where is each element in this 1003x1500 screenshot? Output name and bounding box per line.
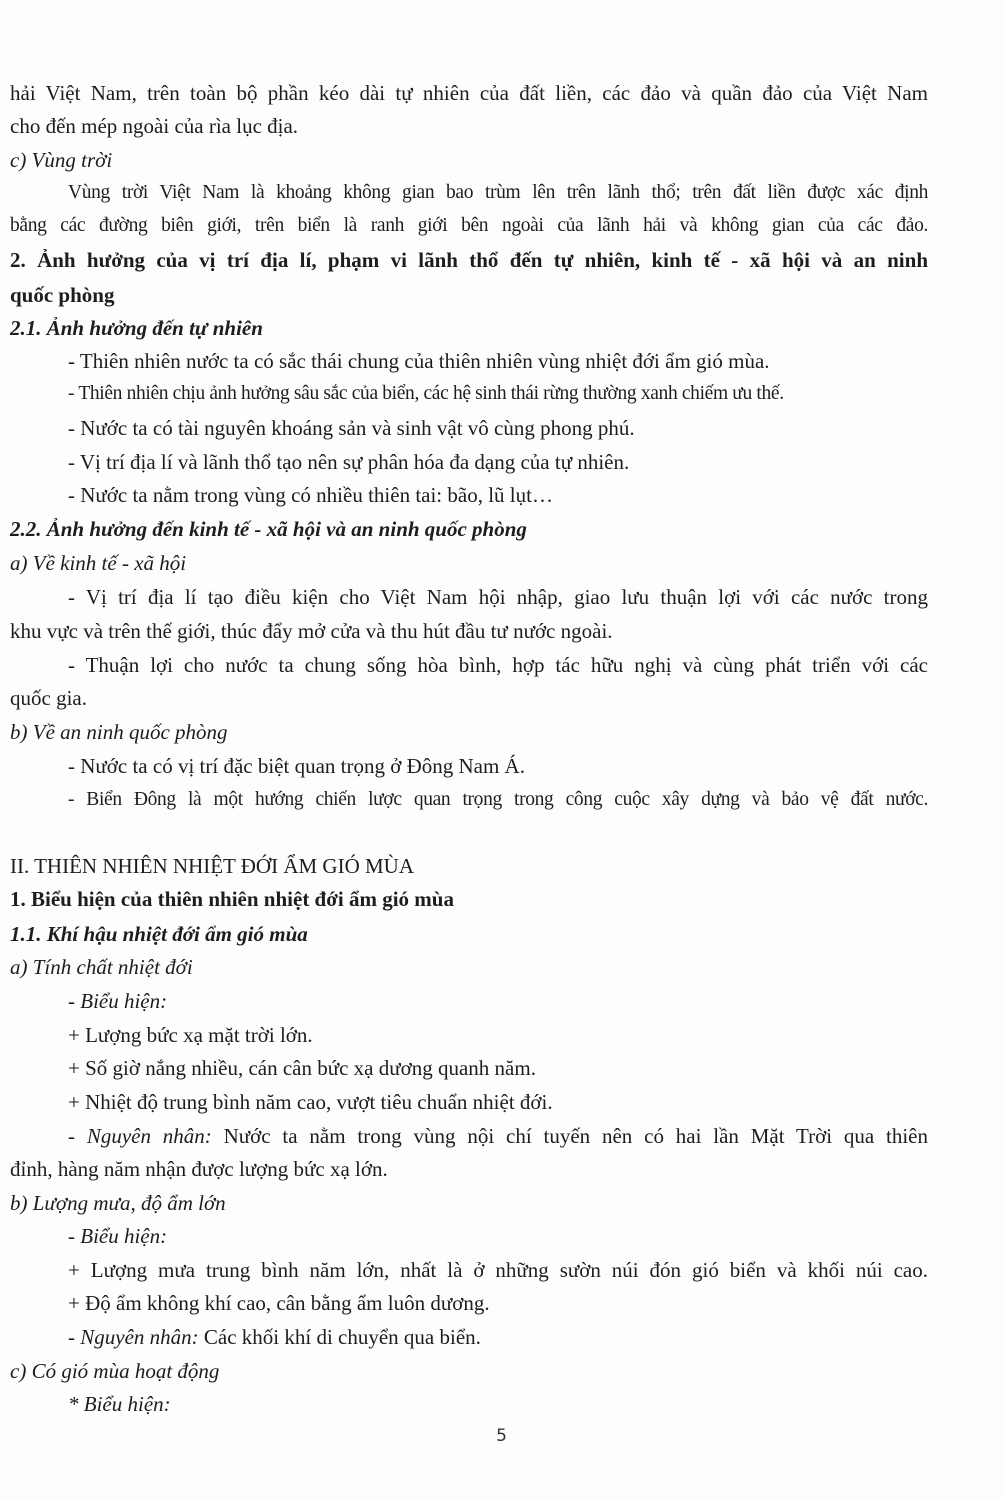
cause-label: - Nguyên nhân: [68, 1325, 199, 1349]
list-label: - Biểu hiện: [68, 1224, 168, 1248]
list-item: - Thuận lợi cho nước ta chung sống hòa bình, hợp tác hữu nghị và cùng phát triển với các [68, 653, 928, 677]
list-item: + Số giờ nắng nhiều, cán cân bức xạ dương quanh năm. [68, 1056, 536, 1080]
paragraph-line: quốc gia. [10, 686, 87, 710]
section-heading: 1. Biểu hiện của thiên nhiên nhiệt đới ẩm gió mùa [10, 887, 454, 911]
cause-line [68, 1122, 928, 1150]
subsection-heading: 1.1. Khí hậu nhiệt đới ẩm gió mùa [10, 922, 308, 946]
cause-line [68, 1323, 481, 1351]
list-label: * Biểu hiện: [68, 1392, 171, 1416]
list-item: - Nước ta nằm trong vùng có nhiều thiên tai: bão, lũ lụt… [68, 483, 553, 507]
subsection-heading: c) Có gió mùa hoạt động [10, 1359, 220, 1383]
list-item: - Nước ta có vị trí đặc biệt quan trọng ở Đông Nam Á. [68, 754, 525, 778]
paragraph-line: đỉnh, hàng năm nhận được lượng bức xạ lớn. [10, 1157, 388, 1181]
list-item: - Thiên nhiên nước ta có sắc thái chung của thiên nhiên vùng nhiệt đới ẩm gió mùa. [68, 349, 770, 373]
chapter-heading: II. THIÊN NHIÊN NHIỆT ĐỚI ẨM GIÓ MÙA [10, 854, 414, 878]
paragraph-line: bằng các đường biên giới, trên biển là ranh giới bên ngoài của lãnh hải và không gian của các đảo. [10, 215, 928, 236]
list-item: + Lượng bức xạ mặt trời lớn. [68, 1023, 313, 1047]
cause-label: - Nguyên nhân: [68, 1124, 212, 1148]
subsection-heading: 2.1. Ảnh hưởng đến tự nhiên [10, 316, 263, 340]
subsection-heading: 2.2. Ảnh hưởng đến kinh tế - xã hội và an ninh quốc phòng [10, 517, 527, 541]
cause-text: Nước ta nằm trong vùng nội chí tuyến nên có hai lần Mặt Trời qua thiên [211, 1124, 928, 1148]
subsection-heading: a) Về kinh tế - xã hội [10, 551, 187, 575]
subsection-heading: b) Lượng mưa, độ ẩm lớn [10, 1191, 226, 1215]
list-item: + Độ ẩm không khí cao, cân bằng ẩm luôn dương. [68, 1291, 490, 1315]
list-item: - Biển Đông là một hướng chiến lược quan trọng trong công cuộc xây dựng và bảo vệ đất nước. [68, 789, 928, 810]
section-heading: 2. Ảnh hưởng của vị trí địa lí, phạm vi lãnh thổ đến tự nhiên, kinh tế - xã hội và an ninh [10, 248, 928, 272]
list-label: - Biểu hiện: [68, 989, 168, 1013]
paragraph-line: cho đến mép ngoài của rìa lục địa. [10, 114, 299, 138]
list-item: + Lượng mưa trung bình năm lớn, nhất là ở những sườn núi đón gió biển và khối núi cao. [68, 1258, 928, 1282]
list-item: - Nước ta có tài nguyên khoáng sản và sinh vật vô cùng phong phú. [68, 416, 635, 440]
paragraph-line: hải Việt Nam, trên toàn bộ phần kéo dài tự nhiên của đất liền, các đảo và quần đảo của Việt Nam [10, 81, 928, 105]
subsection-heading: c) Vùng trời [10, 148, 113, 172]
cause-text: Các khối khí di chuyển qua biển. [198, 1325, 481, 1349]
list-item: - Thiên nhiên chịu ảnh hưởng sâu sắc của biển, các hệ sinh thái rừng thường xanh chiếm ưu thế. [68, 383, 784, 404]
section-heading: quốc phòng [10, 283, 115, 307]
subsection-heading: b) Về an ninh quốc phòng [10, 720, 228, 744]
paragraph-line: khu vực và trên thế giới, thúc đẩy mở cửa và thu hút đầu tư nước ngoài. [10, 619, 613, 643]
paragraph-line: Vùng trời Việt Nam là khoảng không gian bao trùm lên trên lãnh thổ; trên đất liền được xác định [68, 182, 928, 203]
list-item: - Vị trí địa lí và lãnh thổ tạo nên sự phân hóa đa dạng của tự nhiên. [68, 450, 630, 474]
list-item: - Vị trí địa lí tạo điều kiện cho Việt Nam hội nhập, giao lưu thuận lợi với các nước trong [68, 585, 928, 609]
list-item: + Nhiệt độ trung bình năm cao, vượt tiêu chuẩn nhiệt đới. [68, 1090, 553, 1114]
page-number: 5 [496, 1426, 507, 1446]
subsection-heading: a) Tính chất nhiệt đới [10, 955, 193, 979]
